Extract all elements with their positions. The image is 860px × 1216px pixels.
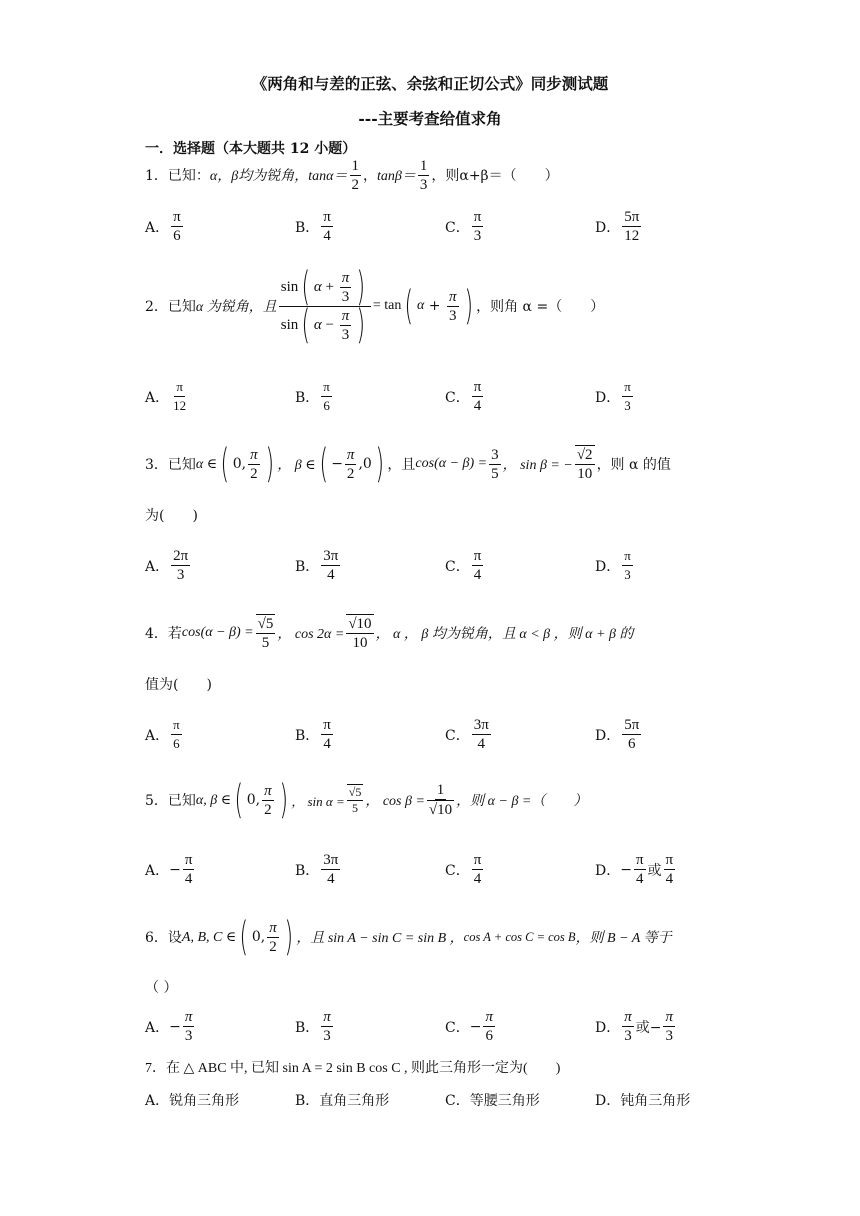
q3-option-c[interactable]: C． $\frac{\pi}{4}$ — [445, 548, 482, 583]
q6-option-d[interactable]: D． $\frac{\pi}{3}$ 或− $\frac{\pi}{3}$ — [595, 1009, 673, 1044]
section-heading: 一．选择题（本大题共 12 小题） — [145, 141, 357, 157]
q1-option-c[interactable]: C． $\frac{\pi}{3}$ — [445, 209, 482, 244]
fraction: $\frac{1}{2}$ — [351, 157, 359, 193]
q6-option-b[interactable]: B． $\frac{\pi}{3}$ — [295, 1009, 331, 1044]
fraction: $\frac{1}{3}$ — [419, 157, 428, 193]
page-title: 《两角和与差的正弦、余弦和正切公式》同步测试题 — [251, 74, 609, 93]
question-3: 3．已知 α ∈ ( 0, $\frac{\pi}{2}$ ) ， β ∈ ( − $\frac{\pi}{2}$ ,0 ) ，且 cos(α − β) = $\frac{3}{5}$ ， sin β = − $\frac{√2}{10}$ ，则 α 的值 — [145, 441, 671, 487]
q2-option-b[interactable]: B． $\frac{\pi}{6}$ — [295, 379, 330, 413]
question-1: 1．已知： α，β均为锐角， tanα＝ $\frac{1}{2}$ ， tanβ＝ $\frac{1}{3}$ ，则α+β＝（ ） — [145, 157, 559, 193]
sin-ratio-fraction: sin ( α + $\frac{\pi}{3}$ ) sin ( α − $\frac{\pi}{3}$ ) — [279, 269, 371, 344]
q7-option-c[interactable]: C．等腰三角形 — [445, 1093, 540, 1109]
q4-option-b[interactable]: B． $\frac{\pi}{4}$ — [295, 717, 331, 752]
q3-option-d[interactable]: D． $\frac{\pi}{3}$ — [595, 548, 631, 582]
question-5: 5．已知 α, β ∈ ( 0, $\frac{\pi}{2}$ ) ， sin α = $\frac{√5}{5}$ ， cos β = $\frac{1}{√10}$ ，则 α − β =（ ） — [145, 777, 588, 823]
q4-option-d[interactable]: D． $\frac{5\pi}{6}$ — [595, 717, 640, 752]
q7-option-a[interactable]: A．锐角三角形 — [145, 1093, 240, 1109]
question-7: 7．在 △ ABC 中, 已知 sin A = 2 sin B cos C , 则此三角形一定为( ) — [145, 1061, 561, 1076]
page-subtitle: ---主要考查给值求角 — [358, 109, 502, 128]
question-6-line2: （ ） — [145, 980, 178, 996]
question-2: 2．已知 α 为锐角，且 sin ( α + $\frac{\pi}{3}$ ) sin ( α − $\frac{\pi}{3}$ ) = tan ( α + $\frac{\pi}{3}$ ) ，则角 α =（ ） — [145, 264, 605, 348]
q1-option-b[interactable]: B． $\frac{\pi}{4}$ — [295, 209, 331, 244]
q3-option-b[interactable]: B． $\frac{3\pi}{4}$ — [295, 548, 339, 583]
q5-option-c[interactable]: C． $\frac{\pi}{4}$ — [445, 852, 482, 887]
question-4-line2: 值为( ) — [145, 677, 212, 693]
q5-option-b[interactable]: B． $\frac{3\pi}{4}$ — [295, 852, 339, 887]
q7-option-b[interactable]: B．直角三角形 — [295, 1093, 390, 1109]
question-6: 6．设 A, B, C ∈ ( 0, $\frac{\pi}{2}$ ) ，且 sin A − sin C = sin B ， cos A + cos C = cos B ，则 B − A 等于 — [145, 914, 672, 960]
q1-option-a[interactable]: A． $\frac{\pi}{6}$ — [145, 209, 181, 244]
q5-option-a[interactable]: A． − $\frac{\pi}{4}$ — [145, 852, 193, 887]
q6-option-a[interactable]: A． − $\frac{\pi}{3}$ — [145, 1009, 193, 1044]
q2-option-d[interactable]: D． $\frac{\pi}{3}$ — [595, 379, 631, 413]
q3-option-a[interactable]: A． $\frac{2\pi}{3}$ — [145, 548, 189, 583]
question-3-line2: 为( ) — [145, 508, 198, 524]
q2-option-c[interactable]: C． $\frac{\pi}{4}$ — [445, 379, 482, 414]
q4-option-c[interactable]: C． $\frac{3\pi}{4}$ — [445, 717, 489, 752]
q2-option-a[interactable]: A． $\frac{\pi}{12}$ — [145, 379, 187, 413]
question-4: 4．若 cos(α − β) = $\frac{√5}{5}$ ， cos 2α = $\frac{√10}{10}$ ， α ， β 均为锐角，且 α < β ，则 α + β 的 — [145, 616, 634, 651]
q7-option-d[interactable]: D．钝角三角形 — [595, 1093, 691, 1109]
q5-option-d[interactable]: D． − $\frac{\pi}{4}$ 或 $\frac{\pi}{4}$ — [595, 852, 674, 887]
q6-option-c[interactable]: C． − $\frac{\pi}{6}$ — [445, 1009, 493, 1044]
q4-option-a[interactable]: A． $\frac{\pi}{6}$ — [145, 717, 180, 751]
q1-option-d[interactable]: D． $\frac{5\pi}{12}$ — [595, 209, 640, 244]
